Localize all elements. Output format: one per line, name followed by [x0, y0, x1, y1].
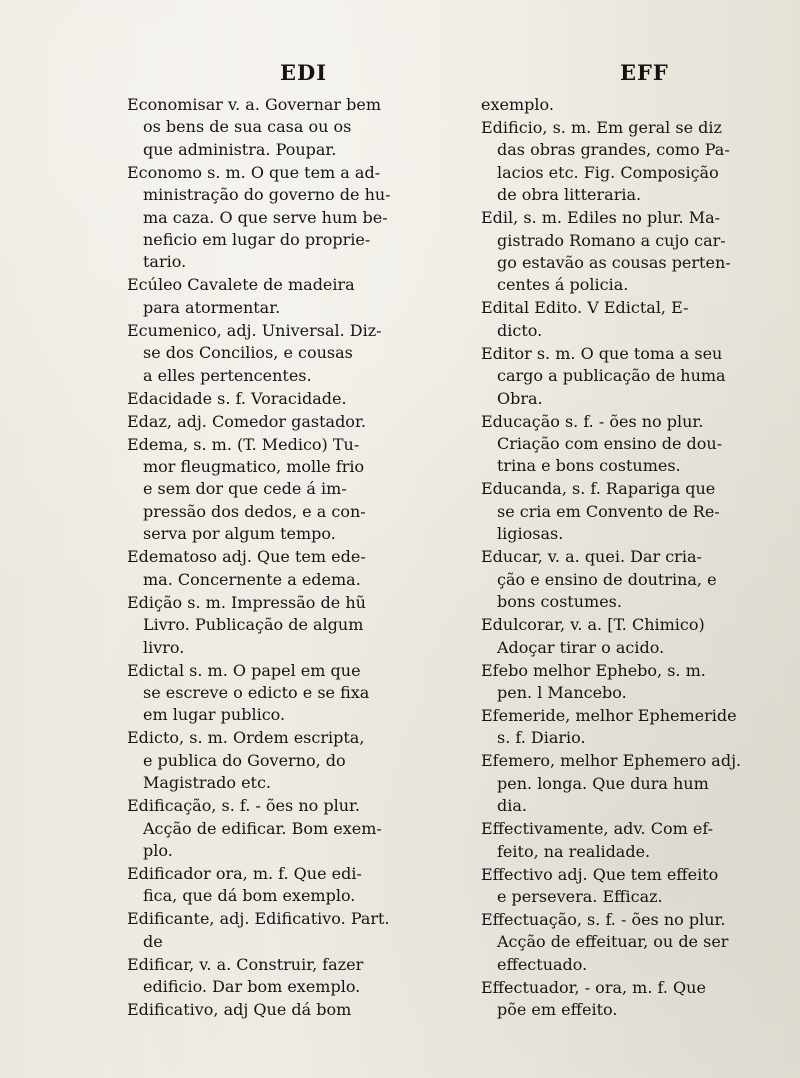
left-entry-line: Ecúleo Cavalete de madeira: [127, 275, 355, 295]
right-entry-line: Acção de effeituar, ou de ser: [497, 932, 729, 952]
right-entry-line: Edil, s. m. Ediles no plur. Ma-: [481, 208, 721, 228]
right-entry-line: e persevera. Efficaz.: [497, 886, 663, 906]
left-entry: [127, 954, 465, 999]
right-entry-line: s. f. Diario.: [497, 728, 586, 748]
left-entry-line: Edificação, s. f. - ões no plur.: [127, 796, 360, 816]
left-entry-line: edificio. Dar bom exemplo.: [143, 977, 361, 997]
left-entry: [127, 162, 465, 274]
left-entry-line: serva por algum tempo.: [143, 524, 336, 544]
right-entry-line: bons costumes.: [497, 592, 622, 612]
left-entry-line: Edição s. m. Impressão de hũ: [127, 592, 366, 612]
right-entry: [481, 909, 795, 976]
right-entry: [481, 977, 795, 1022]
left-entry-line: fica, que dá bom exemplo.: [143, 886, 356, 906]
right-entry-line: Adoçar tirar o acido.: [497, 637, 665, 657]
right-entry: [481, 705, 795, 750]
right-entry-line: dicto.: [497, 320, 543, 340]
left-entry-line: ma. Concernente a edema.: [143, 569, 361, 589]
left-entry: [127, 592, 465, 659]
right-entry-line: põe em effeito.: [497, 1000, 618, 1020]
right-entry: [481, 864, 795, 909]
left-entry: [127, 320, 465, 387]
left-entry-line: Livro. Publicação de algum: [143, 615, 364, 635]
left-entry-line: neficio em lugar do proprie-: [143, 230, 371, 250]
right-entry-line: exemplo.: [481, 95, 554, 114]
right-entry-line: Educação s. f. - ões no plur.: [481, 411, 704, 431]
right-entry-line: ção e ensino de doutrina, e: [497, 569, 717, 589]
right-entry: [481, 343, 795, 410]
right-entry-line: Effectuador, - ora, m. f. Que: [481, 977, 706, 997]
right-entry: [481, 94, 795, 116]
left-entry-line: de: [143, 931, 163, 951]
left-entry-line: tario.: [143, 252, 187, 272]
right-entry-line: Edulcorar, v. a. [T. Chimico): [481, 615, 705, 635]
right-entry: [481, 411, 795, 478]
left-entry-line: Edematoso adj. Que tem ede-: [127, 547, 366, 567]
left-entry-line: mor fleugmatico, molle frio: [143, 457, 365, 477]
left-entry: [127, 388, 465, 410]
left-entry-line: Magistrado etc.: [143, 773, 272, 793]
right-entry-line: gistrado Romano a cujo car-: [497, 230, 726, 250]
right-entry: [481, 117, 795, 207]
right-entry: [481, 207, 795, 297]
left-entry: [127, 727, 465, 794]
left-entry-line: Edificativo, adj Que dá bom: [127, 1000, 352, 1020]
right-entry-line: dia.: [497, 796, 527, 816]
left-entry: [127, 795, 465, 862]
left-entry-line: Ecumenico, adj. Universal. Diz-: [127, 320, 382, 340]
left-entry: [127, 94, 465, 161]
right-entry-line: pen. l Mancebo.: [497, 682, 627, 702]
right-entry-line: Efemeride, melhor Ephemeride: [481, 705, 737, 725]
left-entry-line: que administra. Poupar.: [143, 139, 337, 159]
right-entry-line: ligiosas.: [497, 524, 564, 544]
left-entry: [127, 411, 465, 433]
left-entry-line: ma caza. O que serve hum be-: [143, 207, 388, 227]
left-entry-line: Edaz, adj. Comedor gastador.: [127, 411, 366, 431]
left-entry-line: e sem dor que cede á im-: [143, 479, 347, 499]
right-entry: [481, 478, 795, 545]
left-entry-line: Edicto, s. m. Ordem escripta,: [127, 728, 365, 748]
right-entry-line: Effectivo adj. Que tem effeito: [481, 864, 719, 884]
left-entry-line: em lugar publico.: [143, 705, 286, 725]
right-entry-line: Edital Edito. V Edictal, E-: [481, 298, 689, 318]
right-entry: [481, 750, 795, 817]
right-entry-line: centes á policia.: [497, 275, 629, 295]
right-entry: [481, 546, 795, 613]
left-entry: [127, 999, 465, 1021]
left-entry-line: Acção de edificar. Bom exem-: [143, 818, 382, 838]
right-entry-line: Obra.: [497, 388, 543, 408]
left-entry-line: se escreve o edicto e se fixa: [143, 682, 370, 702]
left-entry-line: se dos Concilios, e cousas: [143, 343, 353, 363]
right-entry-line: Efebo melhor Ephebo, s. m.: [481, 660, 706, 680]
left-entry-line: a elles pertencentes.: [143, 365, 312, 385]
left-entry: [127, 434, 465, 546]
right-entry-line: Educar, v. a. quei. Dar cria-: [481, 547, 702, 567]
left-entry-line: Economisar v. a. Governar bem: [127, 95, 382, 114]
right-entry-line: se cria em Convento de Re-: [497, 501, 720, 521]
right-entry-line: Effectuação, s. f. - ões no plur.: [481, 909, 726, 929]
right-entry: [481, 660, 795, 705]
left-entry-line: pressão dos dedos, e a con-: [143, 501, 366, 521]
left-entry: [127, 908, 465, 953]
right-entry-line: Effectivamente, adv. Com ef-: [481, 819, 714, 839]
right-entry-line: Edificio, s. m. Em geral se diz: [481, 118, 722, 137]
right-entry-line: effectuado.: [497, 954, 588, 974]
right-entry: [481, 614, 795, 659]
right-entry-line: Educanda, s. f. Rapariga que: [481, 479, 716, 499]
right-entry-line: go estavão as cousas perten-: [497, 253, 731, 273]
right-entry: [481, 818, 795, 863]
left-running-header: EDI: [280, 60, 328, 85]
left-entry: [127, 546, 465, 591]
left-entry-line: Edacidade s. f. Voracidade.: [127, 388, 347, 408]
right-entry-line: Editor s. m. O que toma a seu: [481, 343, 723, 363]
left-entry: [127, 863, 465, 908]
right-entry-line: de obra litteraria.: [497, 185, 642, 205]
right-entry-line: Criação com ensino de dou-: [497, 434, 723, 454]
right-entry: [481, 297, 795, 342]
right-column: [481, 94, 795, 1022]
right-entry-line: pen. longa. Que dura hum: [497, 773, 709, 793]
left-entry-line: e publica do Governo, do: [143, 750, 346, 770]
left-entry-line: Economo s. m. O que tem a ad-: [127, 162, 381, 182]
left-entry-line: Edificar, v. a. Construir, fazer: [127, 954, 364, 974]
left-entry-line: Edificante, adj. Edificativo. Part.: [127, 909, 390, 929]
left-entry-line: livro.: [143, 637, 185, 657]
right-entry-line: lacios etc. Fig. Composição: [497, 162, 719, 182]
right-entry-line: trina e bons costumes.: [497, 456, 681, 476]
right-entry-line: feito, na realidade.: [497, 841, 651, 861]
left-entry-line: ministração do governo de hu-: [143, 185, 391, 205]
left-entry-line: Edema, s. m. (T. Medico) Tu-: [127, 434, 360, 454]
left-entry: [127, 660, 465, 727]
left-entry-line: Edictal s. m. O papel em que: [127, 660, 361, 680]
right-entry-line: das obras grandes, como Pa-: [497, 140, 730, 160]
left-entry-line: Edificador ora, m. f. Que edi-: [127, 863, 362, 883]
left-entry-line: os bens de sua casa ou os: [143, 117, 352, 137]
left-entry-line: plo.: [143, 840, 173, 860]
left-column: [127, 94, 465, 1022]
left-entry: [127, 274, 465, 319]
left-entry-line: para atormentar.: [143, 297, 281, 317]
right-entry-line: Efemero, melhor Ephemero adj.: [481, 751, 742, 771]
right-running-header: EFF: [620, 60, 669, 85]
right-entry-line: cargo a publicação de huma: [497, 366, 726, 386]
